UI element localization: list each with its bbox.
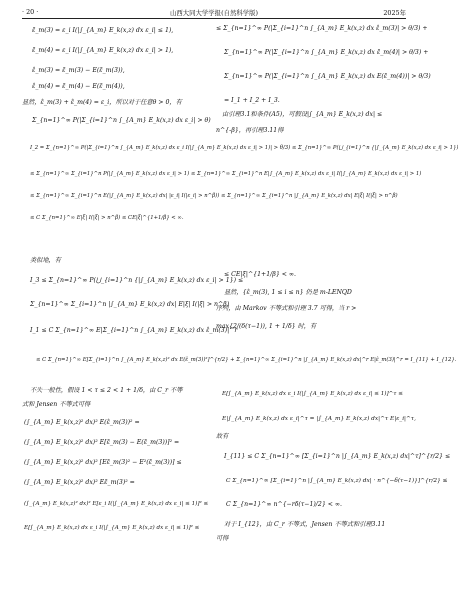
equation-line: (∫_{A_m} E_k(x,z)² dx)² E[ε̃_m(3) − E(ε̃_m(3))]² =	[24, 439, 180, 446]
equation-line: (∫_{A_m} E_k(x,z)² dx)² Eε̃_m(3)² =	[24, 479, 135, 486]
equation-line: ≤ Σ_{n=1}^∞ Σ_{i=1}^n P(|∫_{A_m} E_k(x,z) dx ε_i| > 1) ≤ Σ_{n=1}^∞ Σ_{i=1}^n E|∫_{A_m} E_k(x,z) dx ε_i| I(|∫_{A_m} E_k(x,z) dx ε_i| > 1)	[30, 171, 422, 177]
equation-line: C Σ_{n=1}^∞ n^{−rδ(τ−1)/2} < ∞.	[226, 501, 342, 508]
equation-line: ≤ CE|ξ|^{1+1/β} < ∞.	[224, 271, 296, 278]
text-line: 类似地，有	[30, 257, 61, 264]
equation-line: E|∫_{A_m} E_k(x,z) dx ε_i|^τ = |∫_{A_m} E_k(x,z) dx|^τ E|ε_i|^τ,	[222, 416, 416, 422]
equation-line: (∫_{A_m} E_k(x,z)² dx)² [Eε̃_m(3)² − E²(ε̃_m(3))] ≤	[24, 459, 182, 466]
equation-line: Σ_{n=1}^∞ Σ_{i=1}^n |∫_{A_m} E_k(x,z) dx| E|ξ| I(|ξ| > n^β)	[30, 301, 230, 308]
journal-title: 山西大同大学学报(自然科学版)	[169, 9, 259, 17]
equation-line: I_3 ≤ Σ_{n=1}^∞ P(⋃_{i=1}^n {|∫_{A_m} E_k(x,z) dx ε_i| > 1}) ≤	[30, 277, 244, 284]
equation-line: I_{11} ≤ C Σ_{n=1}^∞ [Σ_{i=1}^n |∫_{A_m} E_k(x,z) dx|^τ]^{r/2} ≤	[224, 453, 451, 460]
equation-line: E[∫_{A_m} E_k(x,z) dx ε_i I(|∫_{A_m} E_k(x,z) dx ε_i| ≤ 1)]² ≤	[24, 525, 200, 531]
equation-line: = I_1 + I_2 + I_3.	[224, 97, 280, 104]
text-line: n^{-β}，再引理3.11得	[216, 127, 284, 134]
equation-line: ε̃_m(3) = ε_i I(|∫_{A_m} E_k(x,z) dx ε_i| ≤ 1),	[32, 27, 174, 34]
page-number: · 20 ·	[22, 8, 39, 16]
equation-line: max{2/(δ(τ−1)), 1 + 1/δ} 时，有	[216, 323, 317, 330]
equation-line: I_1 ≤ C Σ_{n=1}^∞ E|Σ_{i=1}^n ∫_{A_m} E_k(x,z) dx ε̂_m(3)|^r	[30, 327, 238, 334]
text-line: 对于 I_{12}，由 C_r 不等式，Jensen 不等式和引理3.11	[224, 521, 386, 528]
text-line: 序列，由 Markov 不等式和引理 3.7 可得，当 r >	[216, 305, 357, 312]
equation-line: ≤ Σ_{n=1}^∞ Σ_{i=1}^n E(|∫_{A_m} E_k(x,z) dx| |ε_i| I(|ε_i| > n^β)) ≤ Σ_{n=1}^∞ Σ_{i=1}^n |∫_{A_m} E_k(x,z) dx| E|ξ| I(|ξ| > n^β)	[30, 193, 398, 199]
text-line: 可得	[216, 535, 229, 542]
equation-line: ≤ Σ_{n=1}^∞ P(|Σ_{i=1}^n ∫_{A_m} E_k(x,z) dx ε̂_m(3)| > θ/3) +	[216, 25, 428, 32]
equation-line: (∫_{A_m} E_k(x,z)² dx)² E[ε_i I(|∫_{A_m} E_k(x,z) dx ε_i| ≤ 1)]² ≤	[24, 501, 209, 507]
equation-line: E[∫_{A_m} E_k(x,z) dx ε_i I(|∫_{A_m} E_k(x,z) dx ε_i| ≤ 1)]^τ ≤	[222, 391, 403, 397]
equation-line: ε̂_m(4) = ε̃_m(4) − E(ε̃_m(4)),	[32, 83, 125, 90]
page-header	[22, 6, 406, 19]
text-line: 不失一般性，假设 1 < τ ≤ 2 < 1 + 1/δ，由 C_r 不等	[30, 387, 183, 394]
equation-line: I_2 = Σ_{n=1}^∞ P(|Σ_{i=1}^n ∫_{A_m} E_k(x,z) dx ε_i I(|∫_{A_m} E_k(x,z) dx ε_i| > 1)| > θ/3) ≤ Σ_{n=1}^∞ P(⋃_{i=1}^n {|∫_{A_m} E_k(x,z) dx ε_i| > 1})	[30, 145, 458, 151]
equation-line: ≤ C Σ_{n=1}^∞ E[Σ_{i=1}^n ∫_{A_m} E_k(x,z)² dx E(ε̂_m(3))²]^{r/2} + Σ_{n=1}^∞ Σ_{i=1}^n |∫_{A_m} E_k(x,z) dx|^r E|ε̂_m(3)|^r = I_{11} + I_{12}.	[36, 357, 457, 363]
text-line: 由引理3.1和条件(A5)，可假设|∫_{A_m} E_k(x,z) dx| ≤	[222, 111, 383, 118]
text-line: 故有	[216, 433, 229, 440]
text-line: 显然，ε̂_m(3) + ε̂_m(4) = ε_i，所以对于任意θ > 0，有	[22, 99, 182, 106]
equation-line: ε̃_m(4) = ε_i I(|∫_{A_m} E_k(x,z) dx ε_i| > 1),	[32, 47, 174, 54]
equation-line: Σ_{n=1}^∞ P(|Σ_{i=1}^n ∫_{A_m} E_k(x,z) dx ε̃_m(4)| > θ/3) +	[224, 49, 429, 56]
publication-year: 2025年	[383, 9, 406, 17]
text-line: 显然，{ε̂_m(3), 1 ≤ i ≤ n} 仍是 m-LENQD	[224, 289, 352, 296]
equation-line: ε̂_m(3) = ε̃_m(3) − E(ε̃_m(3)),	[32, 67, 125, 74]
equation-line: ≤ C Σ_{n=1}^∞ E|ξ| I(|ξ| > n^β) ≤ CE|ξ|^{1+1/β} < ∞.	[30, 215, 184, 221]
equation-line: C Σ_{n=1}^∞ [Σ_{i=1}^n |∫_{A_m} E_k(x,z) dx| · n^{−δ(τ−1)}]^{r/2} ≤	[226, 478, 448, 484]
text-line: 式和 Jensen 不等式可得	[22, 401, 91, 408]
equation-line: Σ_{n=1}^∞ P(|Σ_{i=1}^n ∫_{A_m} E_k(x,z) dx E(ε̃_m(4))| > θ/3)	[224, 73, 431, 80]
equation-line: (∫_{A_m} E_k(x,z)² dx)² E(ε̂_m(3))² =	[24, 419, 140, 426]
equation-line: Σ_{n=1}^∞ P(|Σ_{i=1}^n ∫_{A_m} E_k(x,z) dx ε_i| > θ)	[32, 117, 211, 124]
